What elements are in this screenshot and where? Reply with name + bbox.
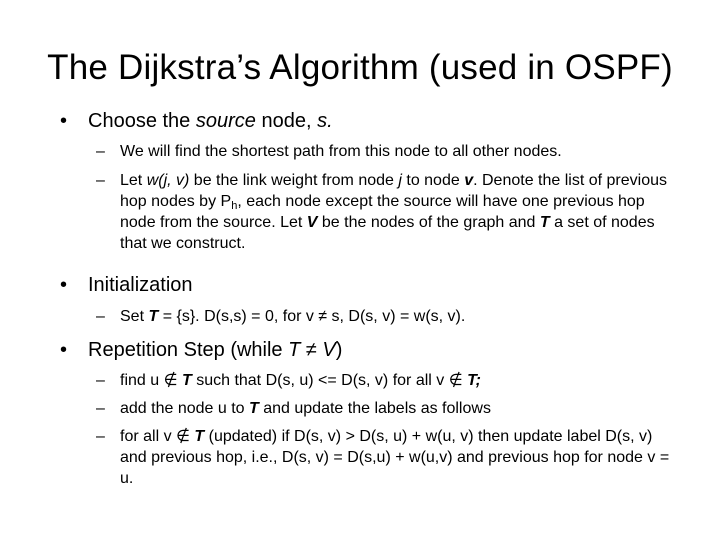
dash-icon: –: [96, 172, 105, 189]
sub-bullet-shortest-path: [96, 141, 676, 162]
dash-icon: –: [96, 400, 105, 417]
bullet-text: Choose the source node, s.: [88, 110, 333, 132]
slide-title: The Dijkstra’s Algorithm (used in OSPF): [47, 48, 673, 87]
sub-bullet-text: Set T = {s}. D(s,s) = 0, for v ≠ s, D(s, v) = w(s, v).: [120, 308, 466, 325]
bullet-dot-icon: •: [60, 274, 68, 296]
dash-icon: –: [96, 308, 105, 325]
sub-bullet-text: find u ∉ T such that D(s, u) <= D(s, v) for all v ∉ T;: [120, 372, 482, 389]
sub-bullet-set-t: [96, 306, 676, 327]
sub-bullet-text: add the node u to T and update the labels as follows: [120, 400, 491, 417]
dash-icon: –: [96, 428, 105, 445]
sub-bullet-text: for all v ∉ T (updated) if D(s, v) > D(s, u) + w(u, v) then update label D(s, v) and previous hop, i.e., D(s, v) = D(s,u) + w(u,v) and previous hop for node v = u.: [120, 428, 670, 487]
sub-bullet-update-labels: [96, 426, 676, 489]
bullet-dot-icon: •: [60, 339, 68, 361]
sub-bullet-find-u: [96, 370, 676, 391]
sub-bullet-link-weight: [96, 170, 676, 254]
sub-bullet-add-node: [96, 398, 676, 419]
sub-bullet-text: We will find the shortest path from this node to all other nodes.: [120, 143, 562, 160]
bullet-text: Repetition Step (while T ≠ V): [88, 339, 343, 361]
bullet-dot-icon: •: [60, 110, 68, 132]
bullet-text: Initialization: [88, 274, 193, 296]
dash-icon: –: [96, 143, 105, 160]
sub-bullet-text: Let w(j, v) be the link weight from node j to node v. Denote the list of previous hop nodes by $P_h$, each node except the source will have one previous hop node from the source. Let V be the nodes of the graph and T a set of nodes that we construct.: [120, 172, 667, 252]
dash-icon: –: [96, 372, 105, 389]
